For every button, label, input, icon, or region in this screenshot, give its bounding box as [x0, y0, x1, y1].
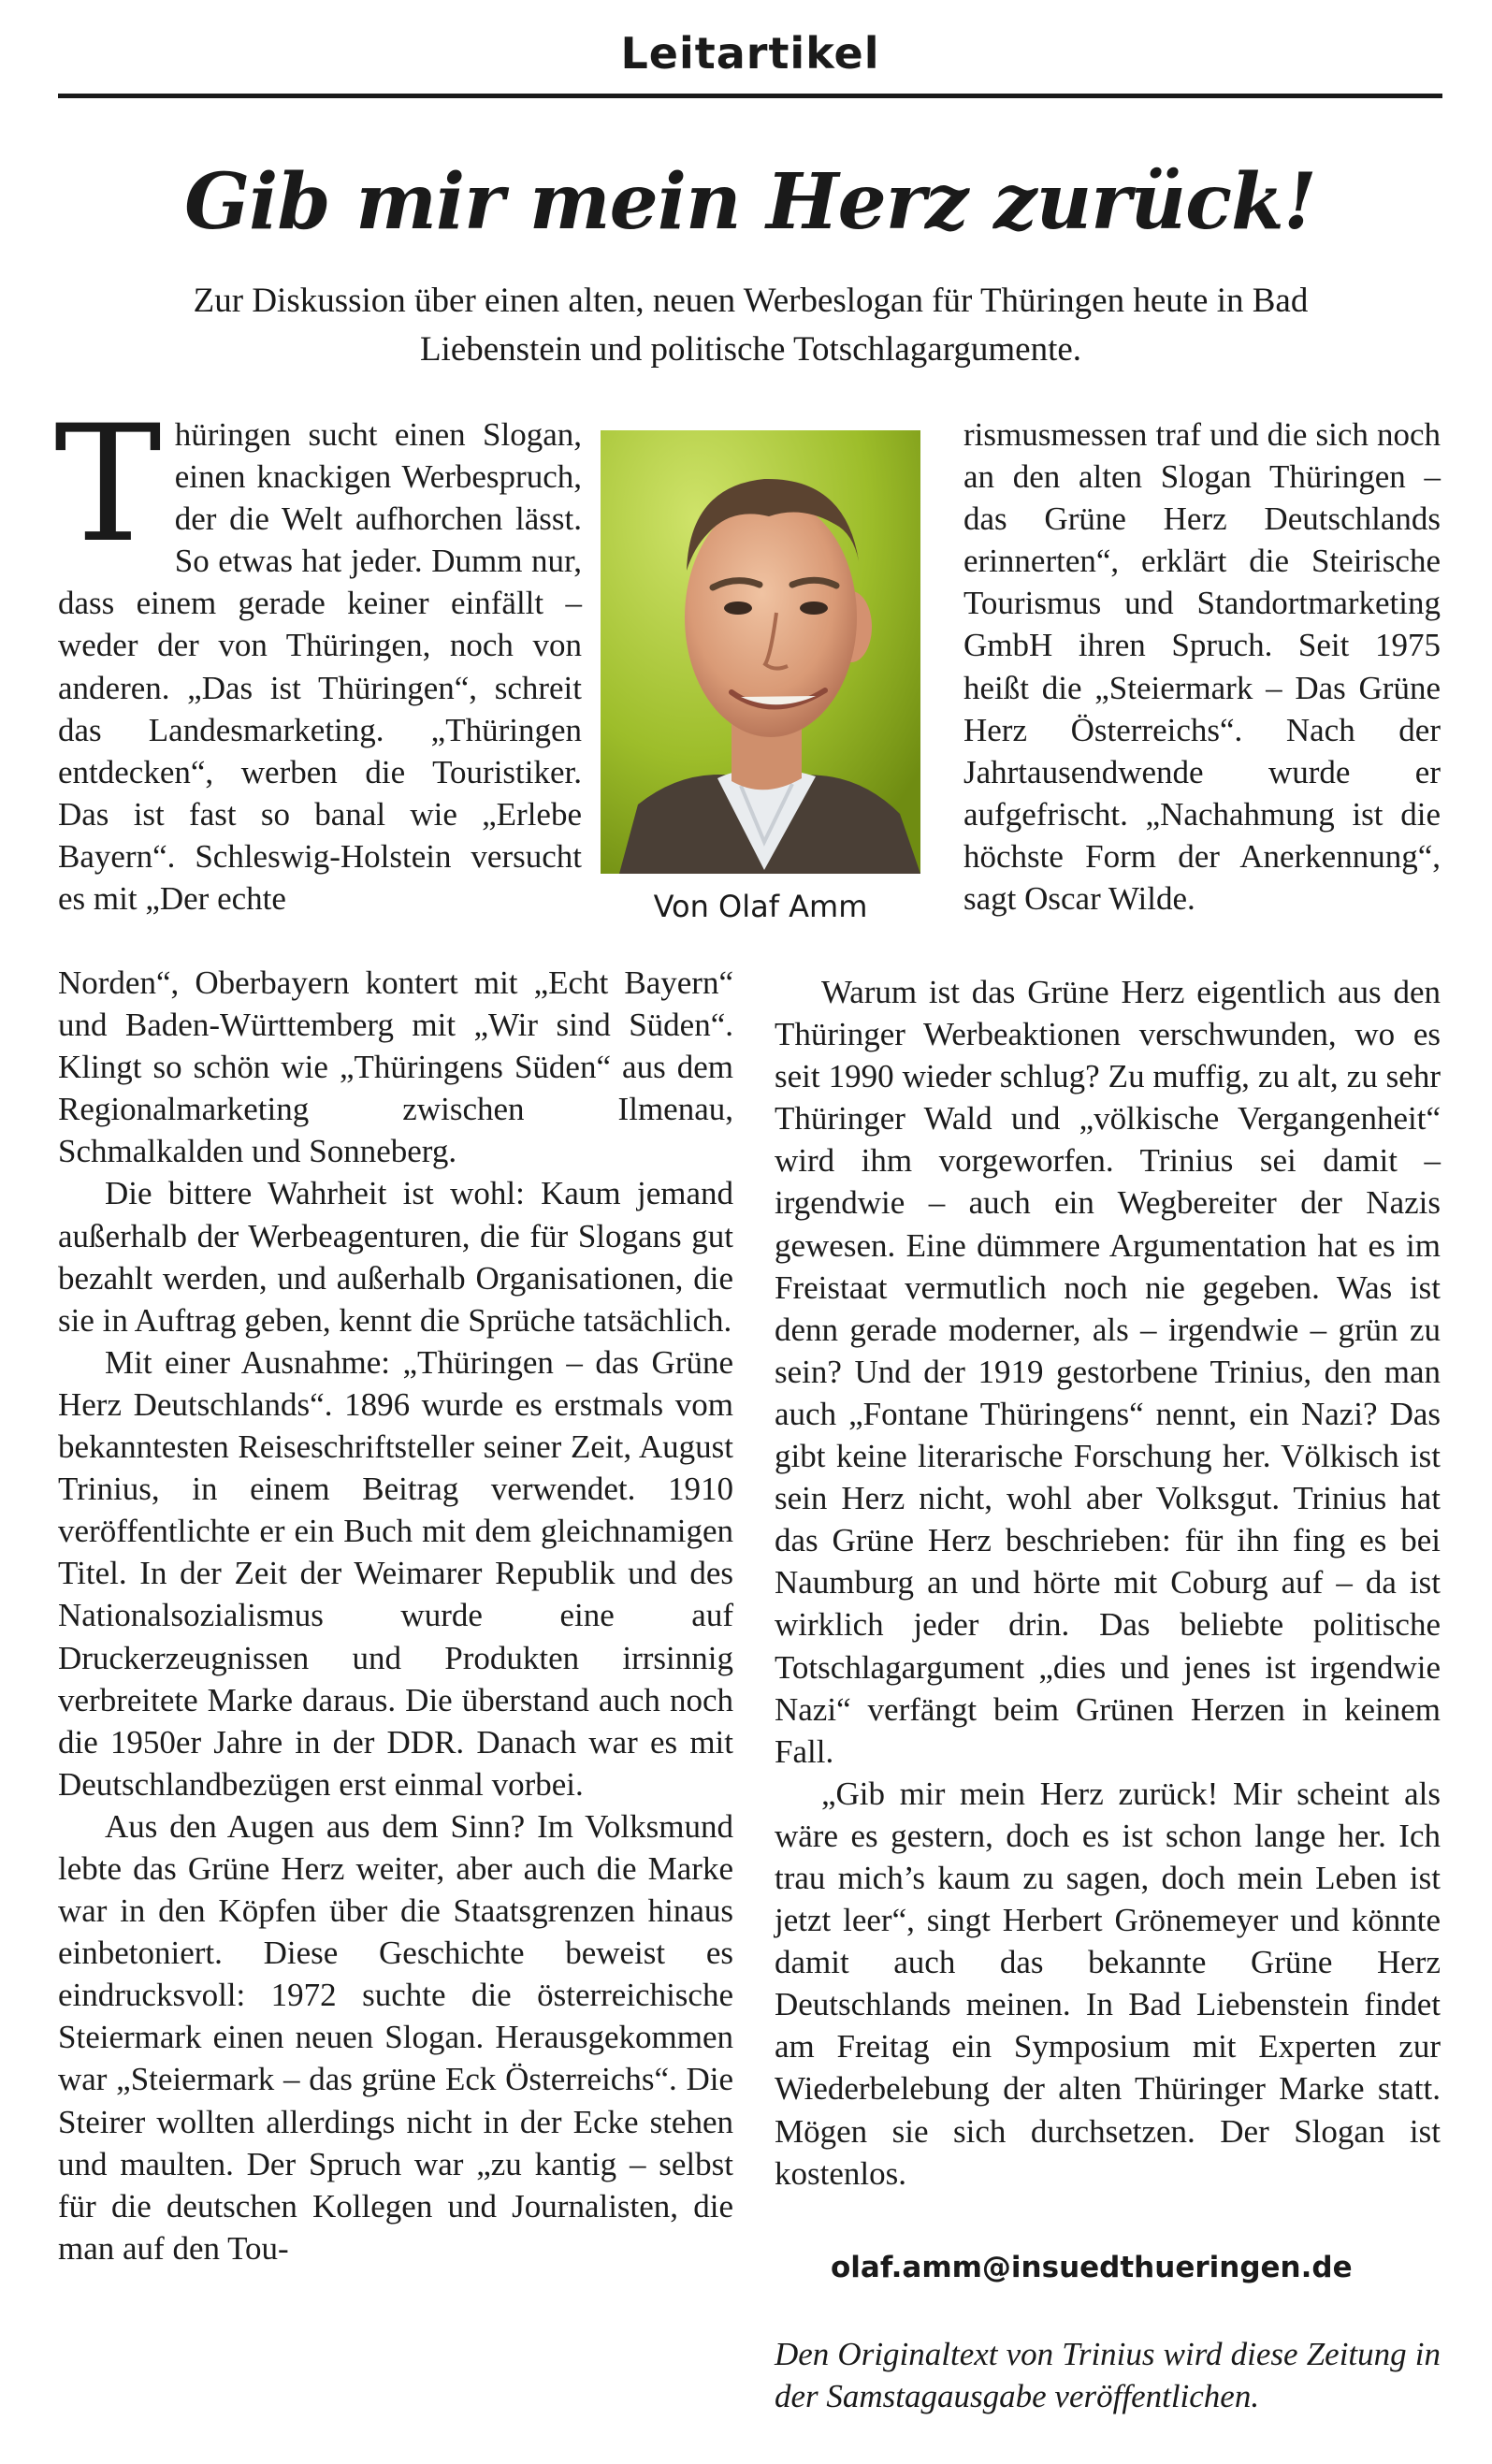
article-intro-paragraph: Thüringen sucht einen Slogan, einen knackigen Werbespruch, der die Welt aufhorchen lässt. So etwas hat jeder. Dumm nur, dass einem gerade keiner einfällt – weder der von Thüringen, noch von anderen. „Das ist Thüringen“, schreit das Landesmarketing. „Thüringen entdecken“, werben die Touristiker. Das ist fast so banal wie „Erlebe Bayern“. Schleswig-Holstein versucht es mit „Der echte	[54, 390, 582, 918]
footnote: Den Originaltext von Trinius wird diese Zeitung in der Samstagausgabe veröffentlichen.	[775, 2336, 1441, 2414]
headline: Gib mir mein Herz zurück!	[184, 157, 1316, 247]
column-3-body	[775, 971, 1441, 2195]
drop-cap: T	[54, 390, 162, 578]
body-paragraph: rismusmessen traf und die sich noch an den alten Slogan Thüringen – das Grüne Herz Deutschlands erinnerten“, erklärt die Steirische Tourismus und Standortmarketing GmbH ihren Spruch. Seit 1975 heißt die „Steiermark – Das Grüne Herz Österreichs“. Nach der Jahrtausendwende wurde er aufgefrischt. „Nachahmung ist die höchste Form der Anerkennung“, sagt Oscar Wilde.	[963, 416, 1441, 918]
body-paragraph: „Gib mir mein Herz zurück! Mir scheint als wäre es gestern, doch es ist schon lange her. Ich trau mich’s kaum zu sagen, doch mein Leben ist jetzt leer“, singt Herbert Grönemeyer und könnte damit auch das bekannte Grüne Herz Deutschlands meinen. In Bad Liebenstein findet am Freitag ein Symposium mit Experten zur Wiederbelebung der alten Thüringer Marke statt. Mögen sie sich durchsetzen. Der Slogan ist kostenlos.	[775, 1775, 1441, 2192]
author-portrait-icon	[601, 430, 920, 874]
section-rubric: Leitartikel	[620, 28, 880, 79]
body-paragraph: Norden“, Oberbayern kontert mit „Echt Bayern“ und Baden-Württemberg mit „Wir sind Süden“. Klingt so schön wie „Thüringens Süden“ aus dem Regionalmarketing zwischen Ilmenau, Schmalkalden und Sonneberg.	[58, 964, 733, 1170]
body-paragraph: Die bittere Wahrheit ist wohl: Kaum jemand außerhalb der Werbeagenturen, die für Slogans gut bezahlt werden, und außerhalb Organisationen, die sie in Auftrag geben, kennt die Sprüche tatsächlich.	[58, 1175, 733, 1339]
author-photo	[601, 430, 920, 874]
column-1-top	[54, 390, 582, 920]
author-email-link[interactable]: olaf.amm@insuedthueringen.de	[831, 2251, 1353, 2284]
rubric-divider	[58, 94, 1442, 98]
body-paragraph: Warum ist das Grüne Herz eigentlich aus den Thüringer Werbeaktionen verschwunden, wo es seit 1990 wieder schlug? Zu muffig, zu alt, zu sehr Thüringer Wald und „völkische Vergangenheit“ wird ihm vorgeworfen. Trinius sei damit – irgendwie – auch ein Wegbereiter der Nazis gewesen. Eine dümmere Argumentation hat es im Freistaat vermutlich noch nie gegeben. Was ist denn gerade moderner, als – irgendwie – grün zu sein? Und der 1919 gestorbene Trinius, den man auch „Fontane Thüringens“ nennt, ein Nazi? Das gibt keine literarische Forschung her. Völkisch ist sein Herz nicht, wohl aber Volksgut. Trinius hat das Grüne Herz beschrieben: für ihn fing es bei Naumburg an und hörte mit Coburg auf – da ist wirklich jeder drin. Das beliebte politische Totschlagargument „dies und jenes ist irgendwie Nazi“ verfängt beim Grünen Herzen in keinem Fall.	[775, 974, 1441, 1770]
column-3-top	[963, 413, 1441, 920]
body-paragraph: Aus den Augen aus dem Sinn? Im Volksmund lebte das Grüne Herz weiter, aber auch die Marke war in den Köpfen über die Staatsgrenzen hinaus einbetoniert. Diese Geschichte beweist es eindrucksvoll: 1972 suchte die österreichische Steiermark einen neuen Slogan. Herausgekommen war „Steiermark – das grüne Eck Österreichs“. Die Steirer wollten allerdings nicht in der Ecke stehen und maulten. Der Spruch war „zu kantig – selbst für die deutschen Kollegen und Journalisten, die man auf den Tou-	[58, 1807, 733, 2267]
deck-subtitle: Zur Diskussion über einen alten, neuen Werbeslogan für Thüringen heute in Bad Liebenstein und politische Totschlagargumente.	[193, 282, 1309, 369]
column-1-body	[58, 962, 733, 2269]
photo-caption: Von Olaf Amm	[653, 889, 868, 924]
body-paragraph: Mit einer Ausnahme: „Thüringen – das Grüne Herz Deutschlands“. 1896 wurde es erstmals vom bekanntesten Reiseschriftsteller seiner Zeit, August Trinius, in einem Beitrag verwendet. 1910 veröffentlichte er ein Buch mit dem gleichnamigen Titel. In der Zeit der Weimarer Republik und des Nationalsozialismus wurde eine auf Druckerzeugnissen und Produkten irrsinnig verbreitete Marke daraus. Die überstand auch noch die 1950er Jahre in der DDR. Danach war es mit Deutschlandbezügen erst einmal vorbei.	[58, 1343, 733, 1803]
